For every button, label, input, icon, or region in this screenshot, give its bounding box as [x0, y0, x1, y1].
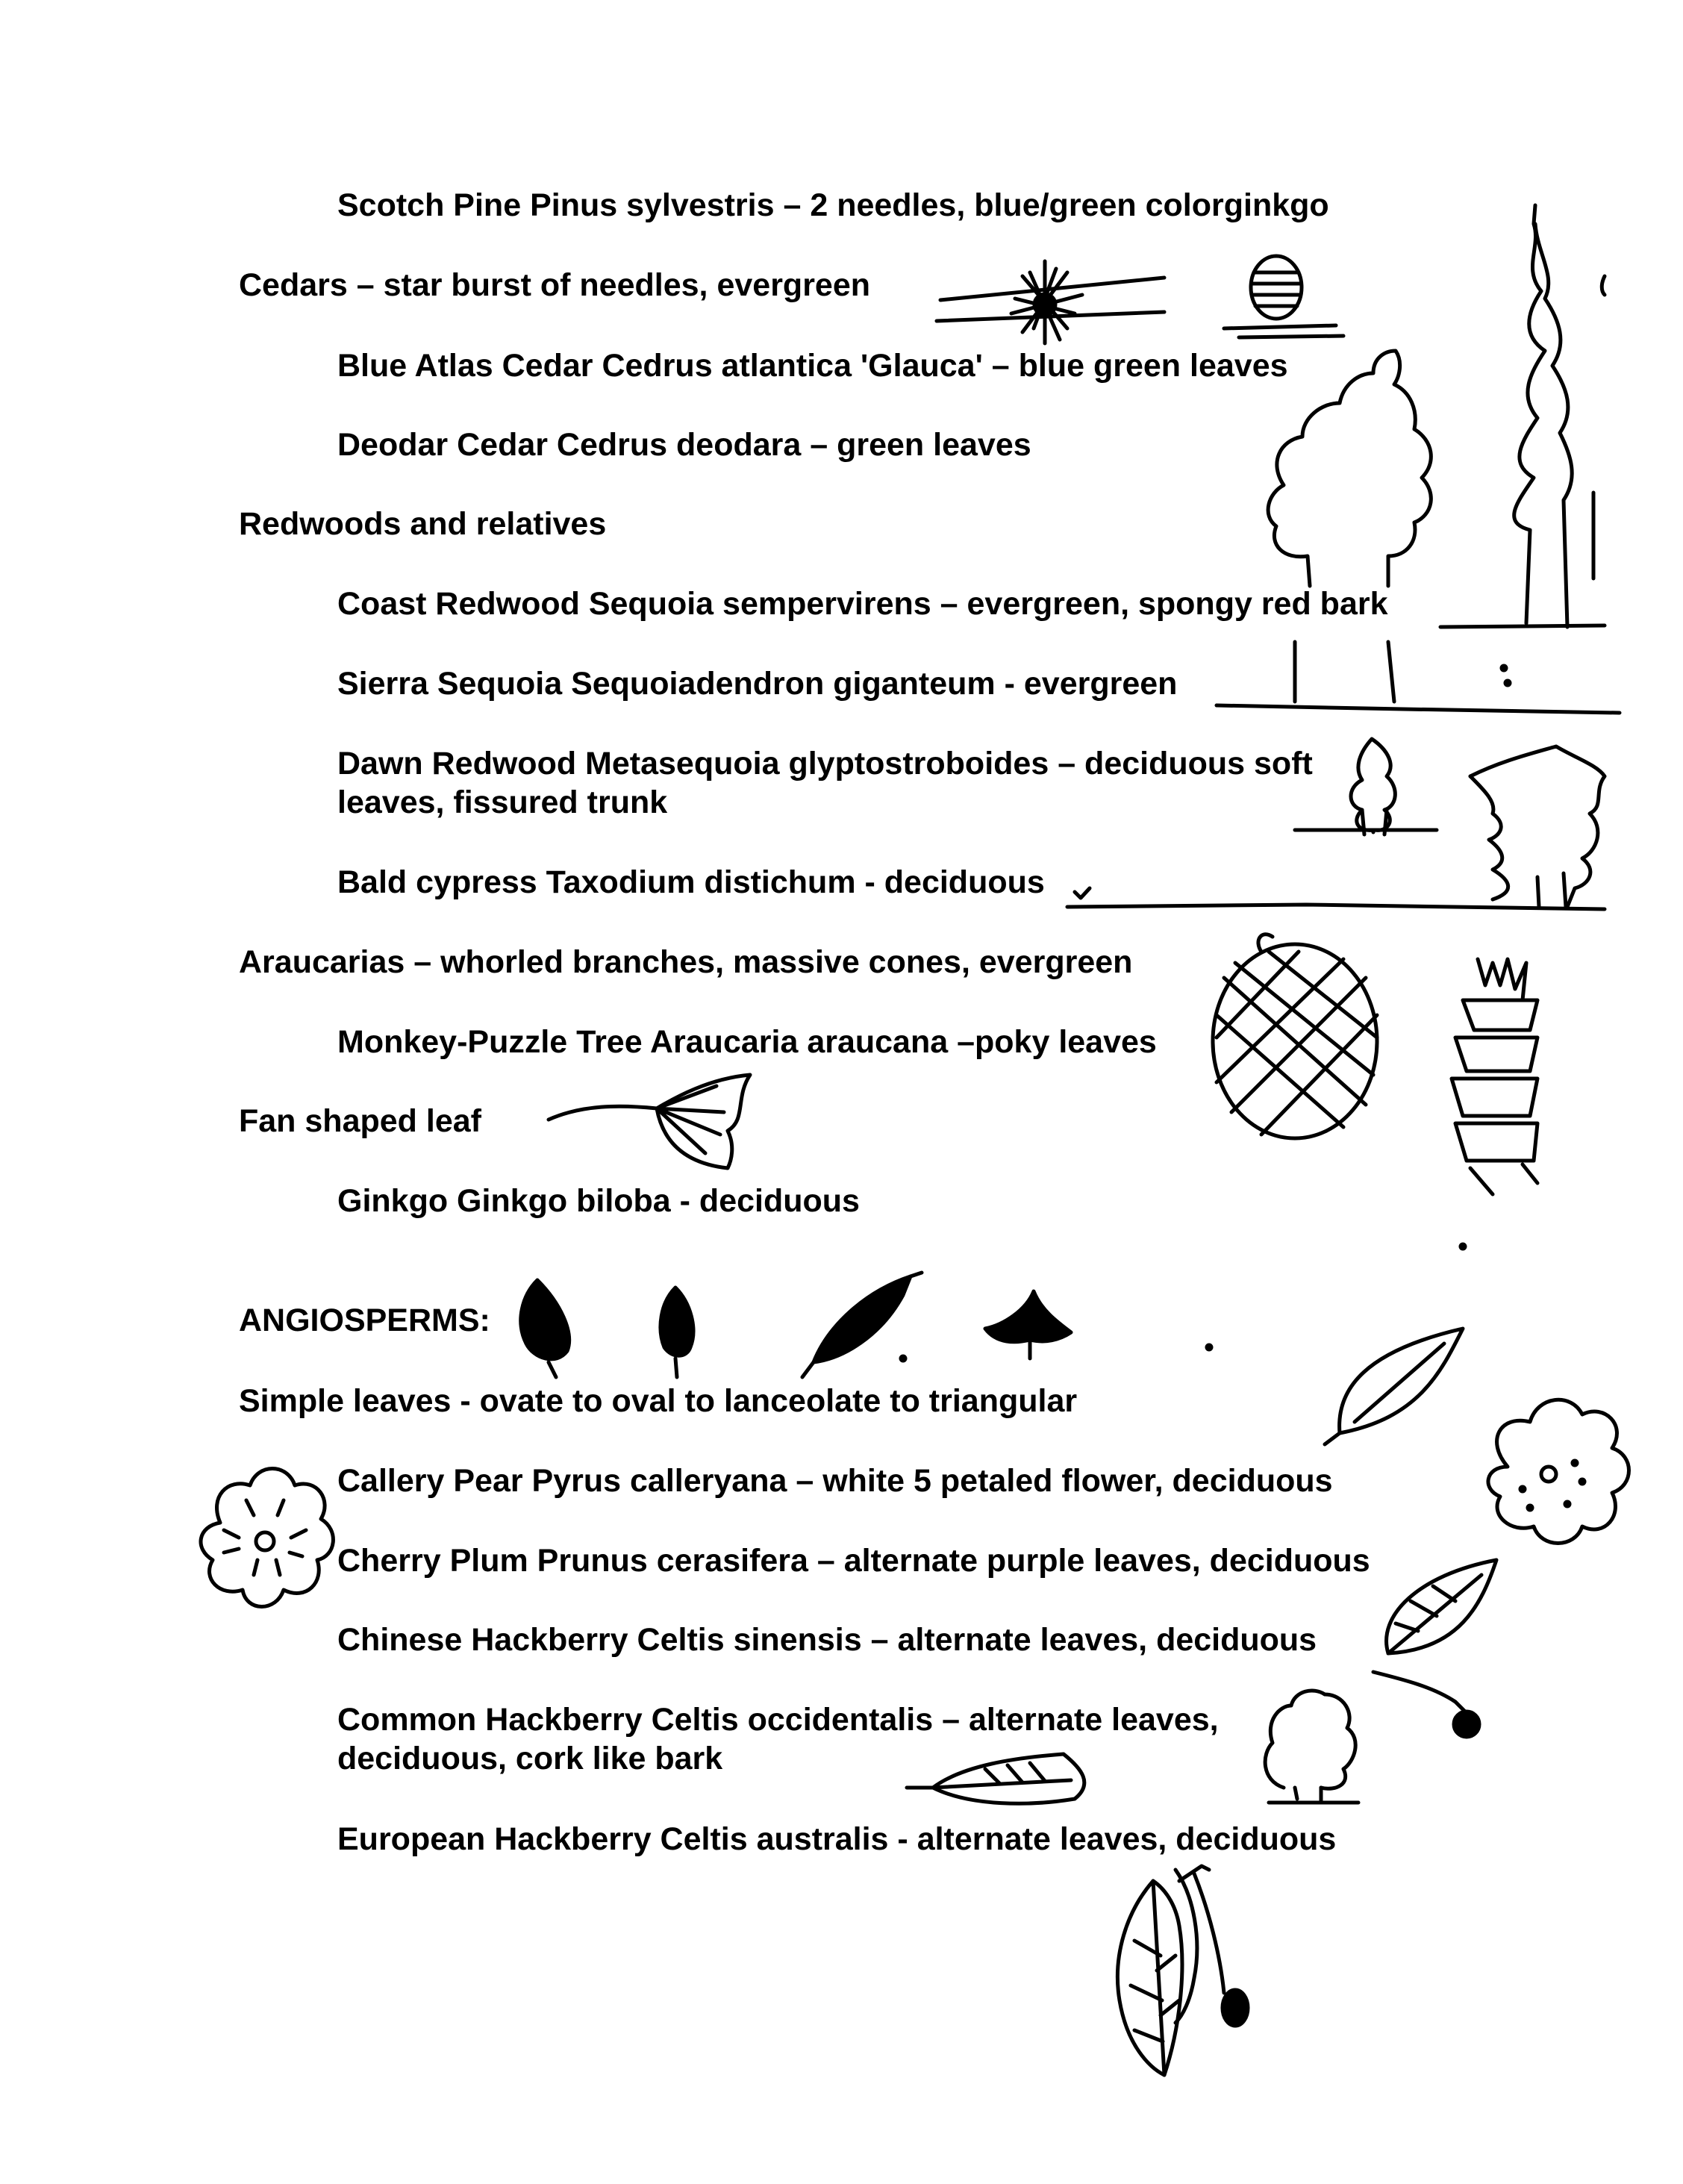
text-line-dawn-redwood: Dawn Redwood Metasequoia glyptostroboides – deciduous soft: [337, 746, 1313, 781]
leaf-shape-silhouettes-icon: [521, 1273, 1071, 1377]
text-line-coast-redwood: Coast Redwood Sequoia sempervirens – evergreen, spongy red bark: [337, 586, 1388, 622]
text-line-ginkgo: Ginkgo Ginkgo biloba - deciduous: [337, 1183, 860, 1219]
sequoia-trunks-sketch-icon: [1217, 642, 1620, 713]
text-line-cedars: Cedars – star burst of needles, evergreen: [239, 267, 871, 303]
text-line-chinese-hackberry: Chinese Hackberry Celtis sinensis – alternate leaves, deciduous: [337, 1622, 1317, 1658]
araucaria-cone-icon: [1213, 935, 1377, 1138]
text-line-bald-cypress: Bald cypress Taxodium distichum - deciduous: [337, 864, 1045, 900]
hackberry-small-tree-icon: [1265, 1691, 1358, 1803]
five-petal-flower-left-icon: [201, 1469, 333, 1607]
hackberry-leaf-berry-icon: [1373, 1560, 1496, 1737]
redwood-tree-sketch-icon: [1440, 205, 1605, 627]
text-line-european-hackberry: European Hackberry Celtis australis - alternate leaves, deciduous: [337, 1821, 1337, 1857]
european-hackberry-leaves-icon: [1117, 1866, 1248, 2075]
monkey-puzzle-branch-icon: [1452, 959, 1537, 1194]
text-line-fan-shaped-leaf: Fan shaped leaf: [239, 1103, 481, 1139]
text-line-blue-atlas-cedar: Blue Atlas Cedar Cedrus atlantica 'Glauca' – blue green leaves: [337, 348, 1288, 384]
cedar-needle-starburst-icon: [937, 261, 1164, 343]
text-line-dawn-redwood-cont: leaves, fissured trunk: [337, 784, 668, 820]
hackberry-leaf-horizontal-icon: [907, 1754, 1084, 1803]
dawn-redwood-small-tree-icon: [1295, 739, 1437, 834]
text-line-sierra-sequoia: Sierra Sequoia Sequoiadendron giganteum - evergreen: [337, 666, 1178, 702]
text-line-araucarias: Araucarias – whorled branches, massive cones, evergreen: [239, 944, 1133, 980]
text-line-angiosperms: ANGIOSPERMS:: [239, 1302, 490, 1338]
five-petal-flower-right-icon: [1488, 1400, 1629, 1543]
text-line-cherry-plum: Cherry Plum Prunus cerasifera – alternate purple leaves, deciduous: [337, 1543, 1370, 1579]
text-line-deodar-cedar: Deodar Cedar Cedrus deodara – green leaves: [337, 427, 1031, 463]
text-line-monkey-puzzle: Monkey-Puzzle Tree Araucaria araucana –poky leaves: [337, 1024, 1157, 1060]
ginkgo-fan-leaf-icon: [549, 1075, 750, 1168]
cedar-cone-icon: [1224, 256, 1343, 337]
text-line-simple-leaves: Simple leaves - ovate to oval to lanceolate to triangular: [239, 1383, 1078, 1419]
text-line-callery-pear: Callery Pear Pyrus calleryana – white 5 petaled flower, deciduous: [337, 1463, 1333, 1499]
text-line-scotch-pine: Scotch Pine Pinus sylvestris – 2 needles, blue/green colorginkgo: [337, 187, 1329, 223]
text-line-common-hackberry: Common Hackberry Celtis occidentalis – alternate leaves,: [337, 1702, 1219, 1738]
text-line-redwoods-heading: Redwoods and relatives: [239, 506, 607, 542]
text-line-common-hackberry-cont: deciduous, cork like bark: [337, 1741, 723, 1776]
ovate-leaf-outline-icon: [1325, 1329, 1463, 1444]
cedar-tree-sketch-icon: [1268, 351, 1431, 586]
